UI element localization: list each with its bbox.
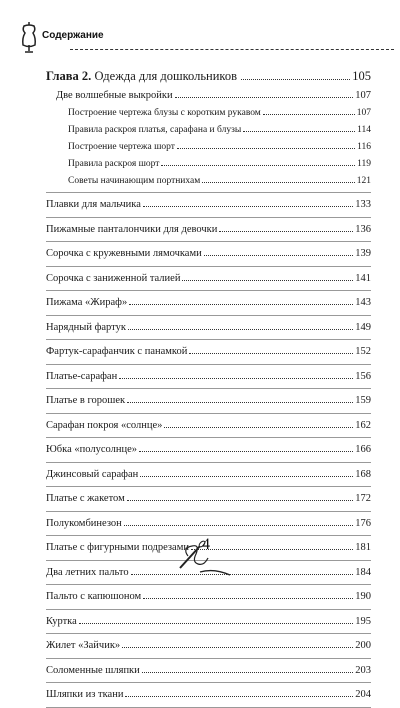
dot-leader bbox=[119, 378, 353, 379]
dot-leader bbox=[177, 148, 355, 149]
dot-leader bbox=[164, 427, 353, 428]
toc-entry[interactable] bbox=[46, 683, 371, 708]
dot-leader bbox=[143, 598, 353, 599]
dot-leader bbox=[79, 623, 353, 624]
chapter-heading[interactable] bbox=[46, 65, 371, 87]
page-number: 4 bbox=[202, 536, 210, 553]
toc-entry[interactable] bbox=[46, 173, 371, 190]
dot-leader bbox=[204, 255, 354, 256]
entry-title: Сарафан покроя «солнце» bbox=[46, 419, 163, 431]
entry-title: Построение чертежа блузы с коротким рукавом bbox=[68, 108, 261, 118]
toc-entry[interactable] bbox=[46, 291, 371, 316]
entry-title: Жилет «Зайчик» bbox=[46, 640, 121, 651]
toc-entry[interactable] bbox=[46, 487, 371, 512]
toc-entry[interactable] bbox=[46, 438, 371, 463]
entry-page: 166 bbox=[355, 444, 371, 455]
entry-page: 139 bbox=[355, 248, 371, 259]
dot-leader bbox=[128, 329, 353, 330]
entry-title: Джинсовый сарафан bbox=[46, 468, 139, 480]
toc-entry[interactable] bbox=[46, 365, 371, 390]
dot-leader bbox=[175, 97, 354, 98]
entry-title: Пижамные панталончики для девочки bbox=[46, 223, 218, 235]
page-header bbox=[0, 0, 400, 60]
dot-leader bbox=[263, 114, 355, 115]
dot-leader bbox=[189, 353, 353, 354]
toc-entry[interactable] bbox=[46, 659, 371, 684]
entry-page: 204 bbox=[355, 689, 371, 700]
entry-title: Правила раскроя шорт bbox=[68, 159, 160, 169]
toc-entry[interactable] bbox=[46, 105, 371, 122]
entry-title: Сорочка с кружевными лямочками bbox=[46, 248, 202, 259]
entry-title: Нарядный фартук bbox=[46, 321, 126, 333]
entry-page: 143 bbox=[355, 297, 371, 308]
dot-leader bbox=[129, 304, 353, 305]
toc-entry[interactable] bbox=[46, 463, 371, 488]
entry-title: Платье-сарафан bbox=[46, 370, 118, 382]
entry-page: 159 bbox=[355, 395, 371, 406]
dot-leader bbox=[140, 476, 353, 477]
entry-title: Два летних пальто bbox=[46, 566, 129, 578]
dot-leader bbox=[241, 79, 350, 80]
entry-title: Платье с жакетом bbox=[46, 493, 125, 504]
dot-leader bbox=[127, 402, 353, 403]
entry-title: Пальто с капюшоном bbox=[46, 591, 142, 602]
entry-page: 107 bbox=[356, 108, 371, 118]
toc-entry[interactable] bbox=[46, 156, 371, 173]
toc-entry[interactable] bbox=[46, 267, 371, 292]
entry-page: 152 bbox=[355, 346, 371, 357]
entry-title: Сорочка с заниженной талией bbox=[46, 272, 181, 284]
entry-title: Пижама «Жираф» bbox=[46, 297, 128, 308]
entry-page: 114 bbox=[357, 125, 371, 135]
toc-entry[interactable] bbox=[46, 122, 371, 139]
entry-page: 162 bbox=[355, 419, 371, 431]
entry-title: Фартук-сарафанчик с панамкой bbox=[46, 346, 188, 357]
entry-title: Две волшебные выкройки bbox=[56, 90, 173, 101]
entry-page: 121 bbox=[356, 176, 371, 186]
entry-title: Шляпки из ткани bbox=[46, 689, 124, 700]
entry-page: 107 bbox=[355, 90, 371, 101]
dot-leader bbox=[124, 525, 353, 526]
entry-page: 133 bbox=[355, 199, 371, 210]
entry-page: 176 bbox=[355, 517, 371, 529]
entry-page: 190 bbox=[355, 591, 371, 602]
toc-entry[interactable] bbox=[46, 316, 371, 341]
dot-leader bbox=[125, 696, 353, 697]
entry-title: Советы начинающим портнихам bbox=[68, 176, 201, 186]
entry-title: Юбка «полусолнце» bbox=[46, 444, 137, 455]
dot-leader bbox=[143, 206, 353, 207]
entry-page: 119 bbox=[357, 159, 371, 169]
dot-leader bbox=[243, 131, 355, 132]
dot-leader bbox=[127, 500, 354, 501]
toc-entry[interactable] bbox=[46, 389, 371, 414]
toc-entry[interactable] bbox=[46, 340, 371, 365]
dot-leader bbox=[122, 647, 353, 648]
toc-entry[interactable] bbox=[46, 87, 371, 105]
dot-leader bbox=[202, 182, 355, 183]
header-divider bbox=[70, 49, 394, 50]
entry-page: 136 bbox=[355, 223, 371, 235]
entry-page: 156 bbox=[355, 370, 371, 382]
dot-leader bbox=[142, 672, 353, 673]
entry-page: 168 bbox=[355, 468, 371, 480]
entry-page: 200 bbox=[355, 640, 371, 651]
entry-page: 181 bbox=[355, 542, 371, 553]
entry-title: Построение чертежа шорт bbox=[68, 142, 175, 152]
entry-page: 184 bbox=[355, 566, 371, 578]
toc-entry[interactable] bbox=[46, 610, 371, 635]
toc-entry[interactable] bbox=[46, 414, 371, 439]
toc-entry[interactable] bbox=[46, 139, 371, 156]
entry-title: Соломенные шляпки bbox=[46, 664, 140, 676]
toc-entry[interactable] bbox=[46, 634, 371, 659]
entry-page: 203 bbox=[355, 664, 371, 676]
dress-form-icon bbox=[19, 21, 39, 53]
chapter-title: Одежда для дошкольников bbox=[94, 69, 238, 83]
chapter-page: 105 bbox=[352, 69, 371, 83]
entry-title: Полукомбинезон bbox=[46, 517, 122, 529]
section-title: Содержание bbox=[42, 30, 104, 41]
entry-page: 172 bbox=[355, 493, 371, 504]
toc-entry[interactable] bbox=[46, 585, 371, 610]
dot-leader bbox=[219, 231, 353, 232]
entry-title: Плавки для мальчика bbox=[46, 199, 141, 210]
subsection-group bbox=[46, 87, 371, 193]
entry-page: 141 bbox=[355, 272, 371, 284]
dot-leader bbox=[139, 451, 353, 452]
entry-title: Куртка bbox=[46, 615, 77, 627]
dot-leader bbox=[182, 280, 353, 281]
toc-entry[interactable] bbox=[46, 193, 371, 218]
entry-page: 116 bbox=[357, 142, 371, 152]
table-of-contents bbox=[46, 65, 371, 708]
dot-leader bbox=[161, 165, 355, 166]
toc-entry[interactable] bbox=[46, 218, 371, 243]
entries-list bbox=[46, 193, 371, 708]
entry-title: Платье с фигурными подрезами bbox=[46, 542, 189, 553]
toc-entry[interactable] bbox=[46, 242, 371, 267]
dot-leader bbox=[131, 574, 354, 575]
entry-title: Платье в горошек bbox=[46, 395, 126, 406]
entry-page: 195 bbox=[355, 615, 371, 627]
entry-title: Правила раскроя платья, сарафана и блузы bbox=[68, 125, 242, 135]
chapter-number: Глава 2. bbox=[46, 69, 92, 83]
entry-page: 149 bbox=[355, 321, 371, 333]
